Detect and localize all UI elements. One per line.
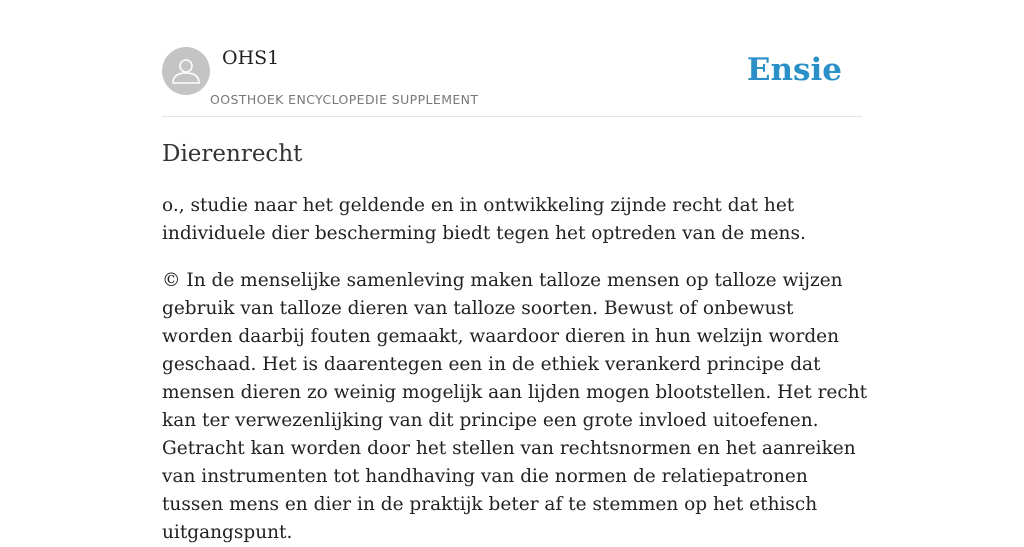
article-paragraph: © In de menselijke samenleving maken talloze mensen op talloze wijzen gebruik van talloze dieren van talloze soorten. Bewust of onbewust worden daarbij fouten gemaakt, waardoor dieren in hun welzijn worden geschaad. Het is daarentegen een in de ethiek verankerd principe dat mensen dieren zo weinig mogelijk aan lijden mogen blootstellen. Het recht kan ter verwezenlijking van dit principe een grote invloed uitoefenen. Getracht kan worden door het stellen van rechtsnormen en het aanreiken van instrumenten tot handhaving van die normen de relatiepatronen tussen mens en dier in de praktijk beter af te stemmen op het ethisch uitgangspunt. [162, 270, 868, 543]
header [162, 0, 862, 117]
article-paragraph: o., studie naar het geldende en in ontwikkeling zijnde recht dat het individuele dier bescherming biedt tegen het optreden van de mens. [162, 195, 806, 244]
user-placeholder-icon[interactable] [162, 47, 210, 95]
article-title: Dierenrecht [162, 141, 303, 167]
source-name[interactable]: OOSTHOEK ENCYCLOPEDIE SUPPLEMENT [210, 92, 479, 107]
source-code[interactable]: OHS1 [222, 47, 280, 69]
brand-logo[interactable]: Ensie [746, 52, 842, 88]
